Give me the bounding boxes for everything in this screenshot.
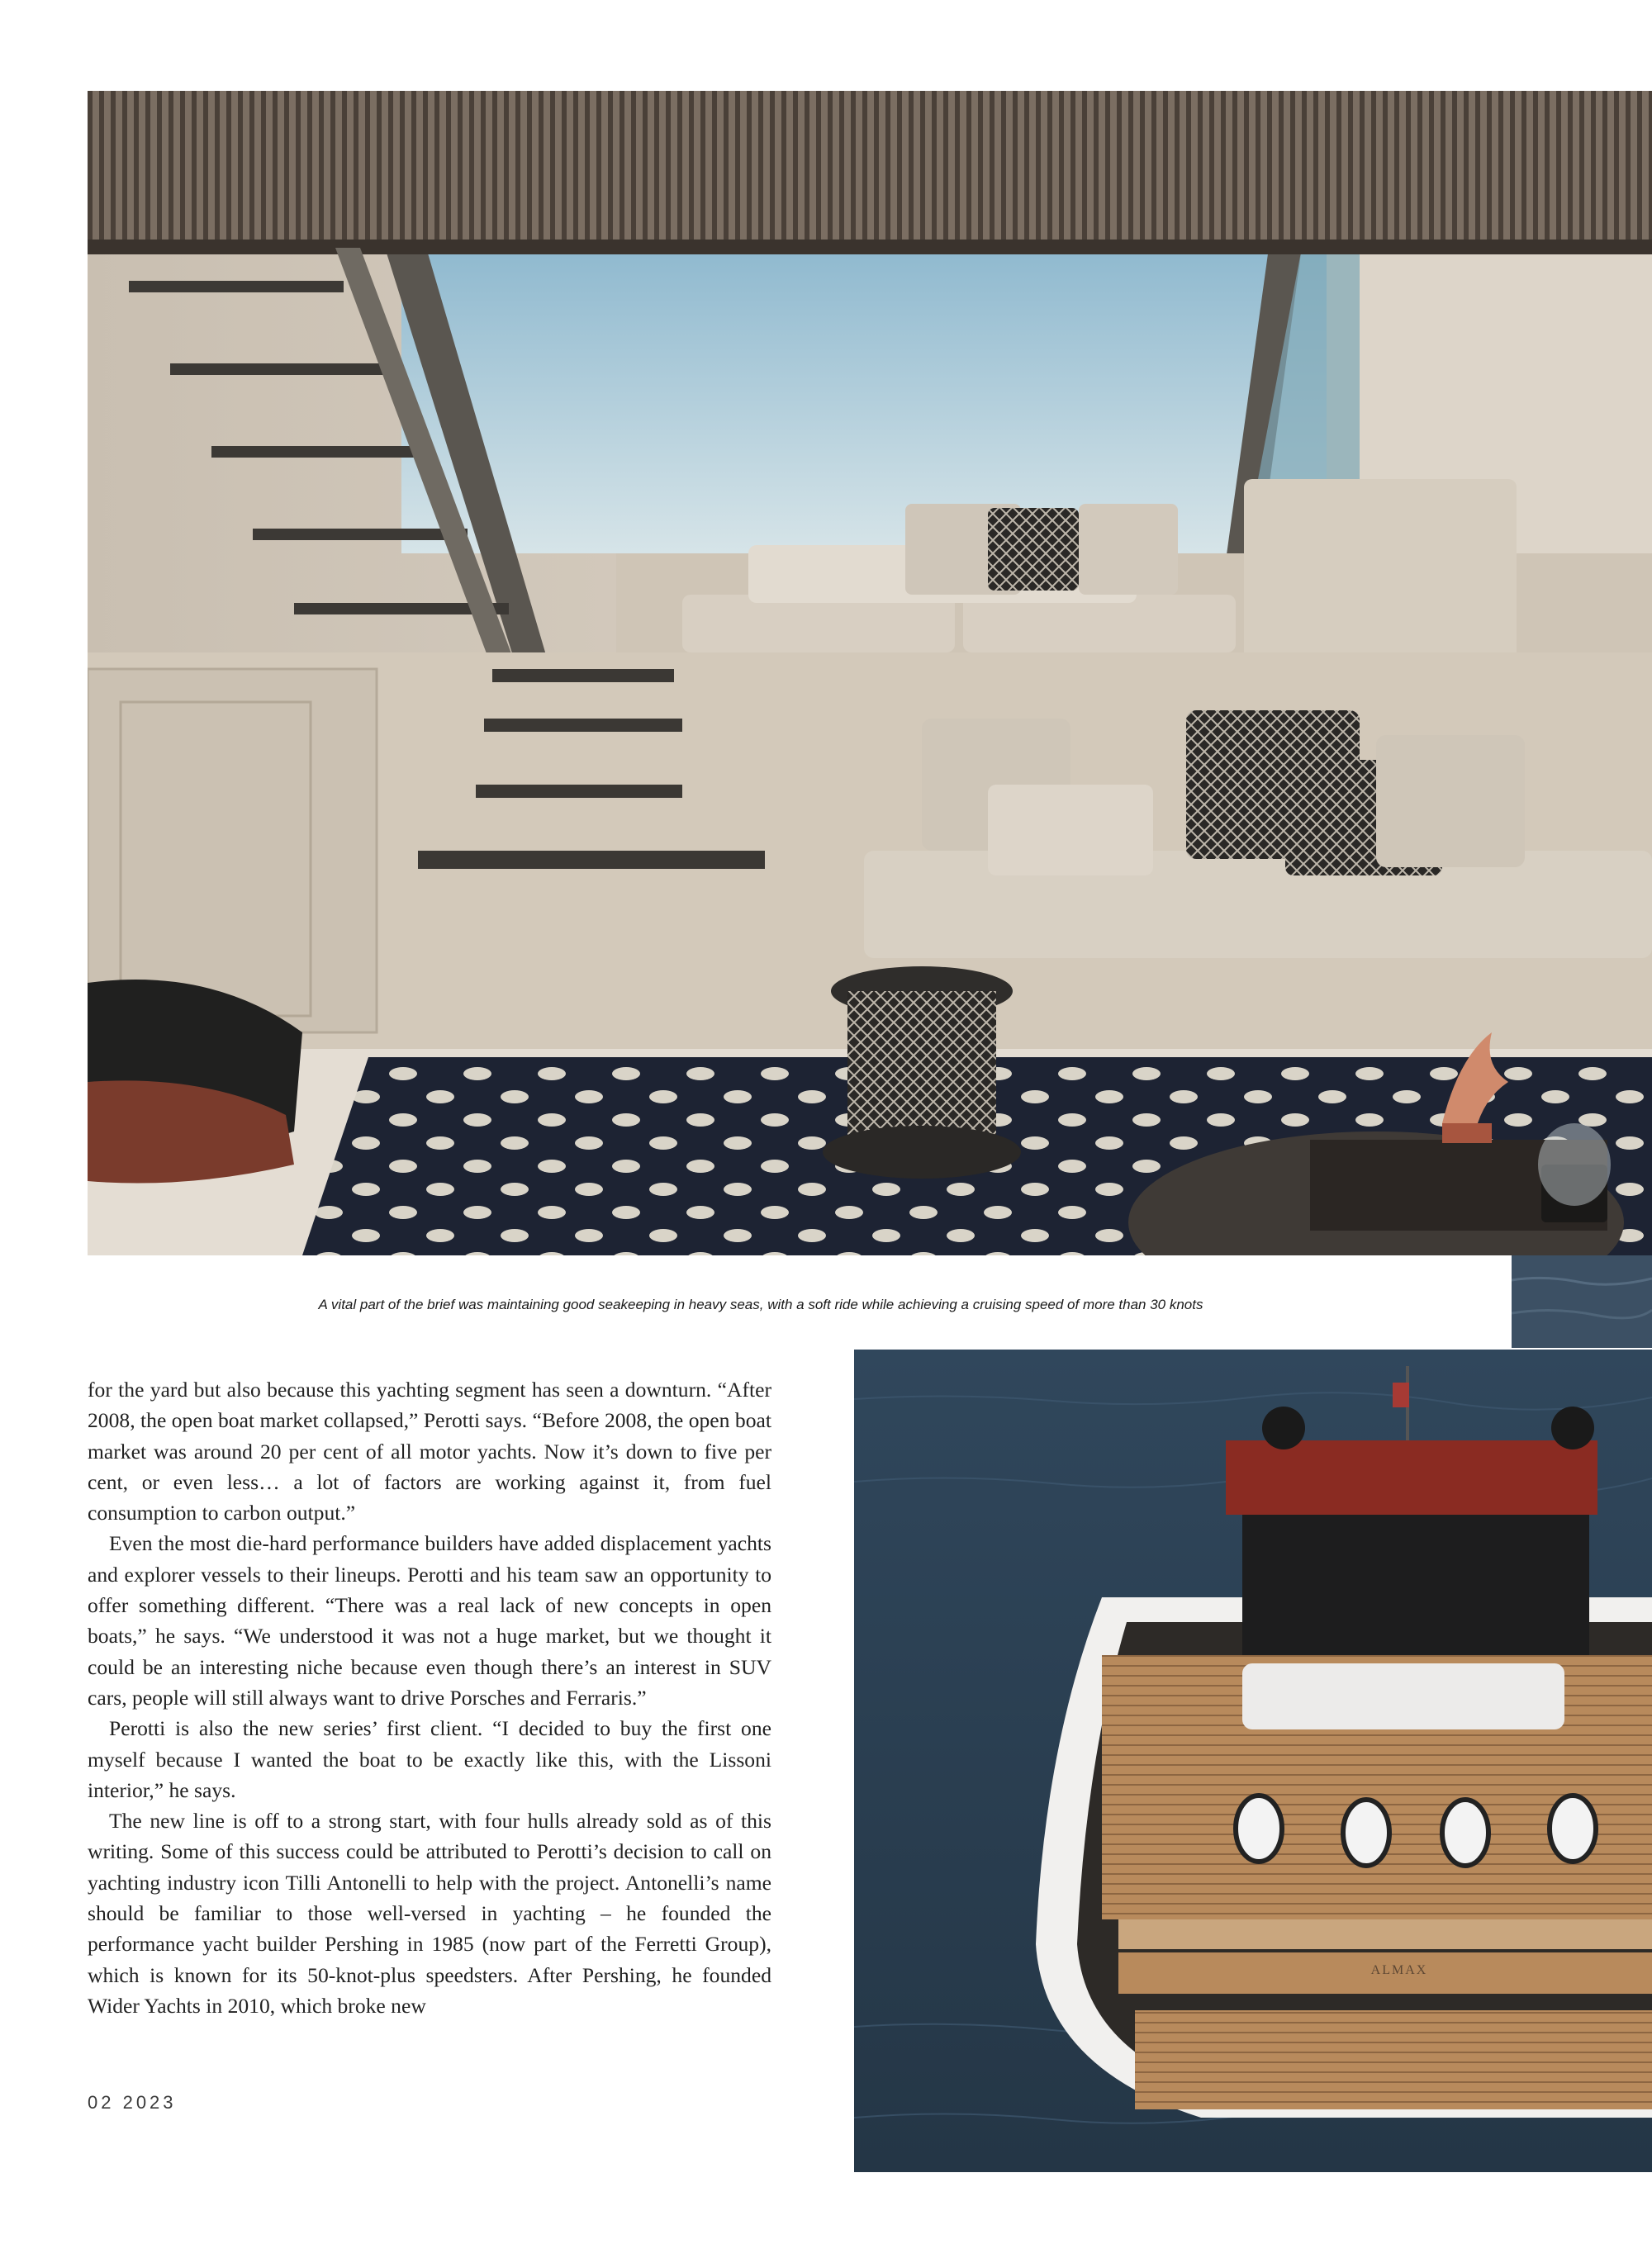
article-body <box>88 1374 771 2021</box>
slatted-ceiling <box>88 91 1652 252</box>
interior-photo <box>88 91 1652 1255</box>
sofa <box>864 851 1652 958</box>
carved-stool <box>823 966 1021 1179</box>
paragraph: Even the most die-hard performance builders have added displacement yachts and explorer vessels to their lineups. Perotti and his team saw an opportunity to offer something different. “There was a real lack of new concepts in open boats,” he says. “We understood it was not a huge market, but we thought it could be an interesting niche because even though there’s an interest in SUV cars, people will still always want to drive Porsches and Ferraris.” <box>88 1531 771 1710</box>
paragraph: The new line is off to a strong start, with four hulls already sold as of this writing. Some of this success could be attributed to Perotti’s decision to call on yachting industry icon Tilli Antonelli to help with the project. Antonelli’s name should be familiar to those well-versed in yachting – he founded the performance yacht builder Pershing in 1985 (now part of the Ferretti Group), which is known for its 50-knot-plus speedsters. After Pershing, he founded Wider Yachts in 2010, which broke new <box>88 1809 771 2018</box>
yacht-name-text: ALMAX <box>1370 1963 1428 1977</box>
interior-illustration <box>88 91 1652 1255</box>
yacht-photo <box>854 1350 1652 2172</box>
paragraph: for the yard but also because this yachting segment has seen a downturn. “After 2008, the open boat market collapsed,” Perotti says. “Before 2008, the open boat market was around 20 per cent of all motor yachts. Now it’s down to five per cent, or even less… a lot of factors are working against it, from fuel consumption to carbon output.” <box>88 1378 771 1525</box>
paragraph: Perotti is also the new series’ first client. “I decided to buy the first one myself because I wanted the boat to be exactly like this, with the Lissoni interior,” he says. <box>88 1716 771 1802</box>
yacht-illustration <box>854 1350 1652 2172</box>
aft-sofa <box>1242 1663 1564 1729</box>
issue-folio: 02 2023 <box>88 2092 177 2113</box>
photo-caption: A vital part of the brief was maintaining good seakeeping in heavy seas, with a soft ride while achieving a cruising speed of more than 30 knots <box>318 1297 1203 1312</box>
window-sky <box>401 248 1327 553</box>
hardtop <box>1226 1440 1597 1515</box>
sea-photo-strip <box>1512 1255 1652 1348</box>
swim-platform <box>1135 2010 1652 2109</box>
